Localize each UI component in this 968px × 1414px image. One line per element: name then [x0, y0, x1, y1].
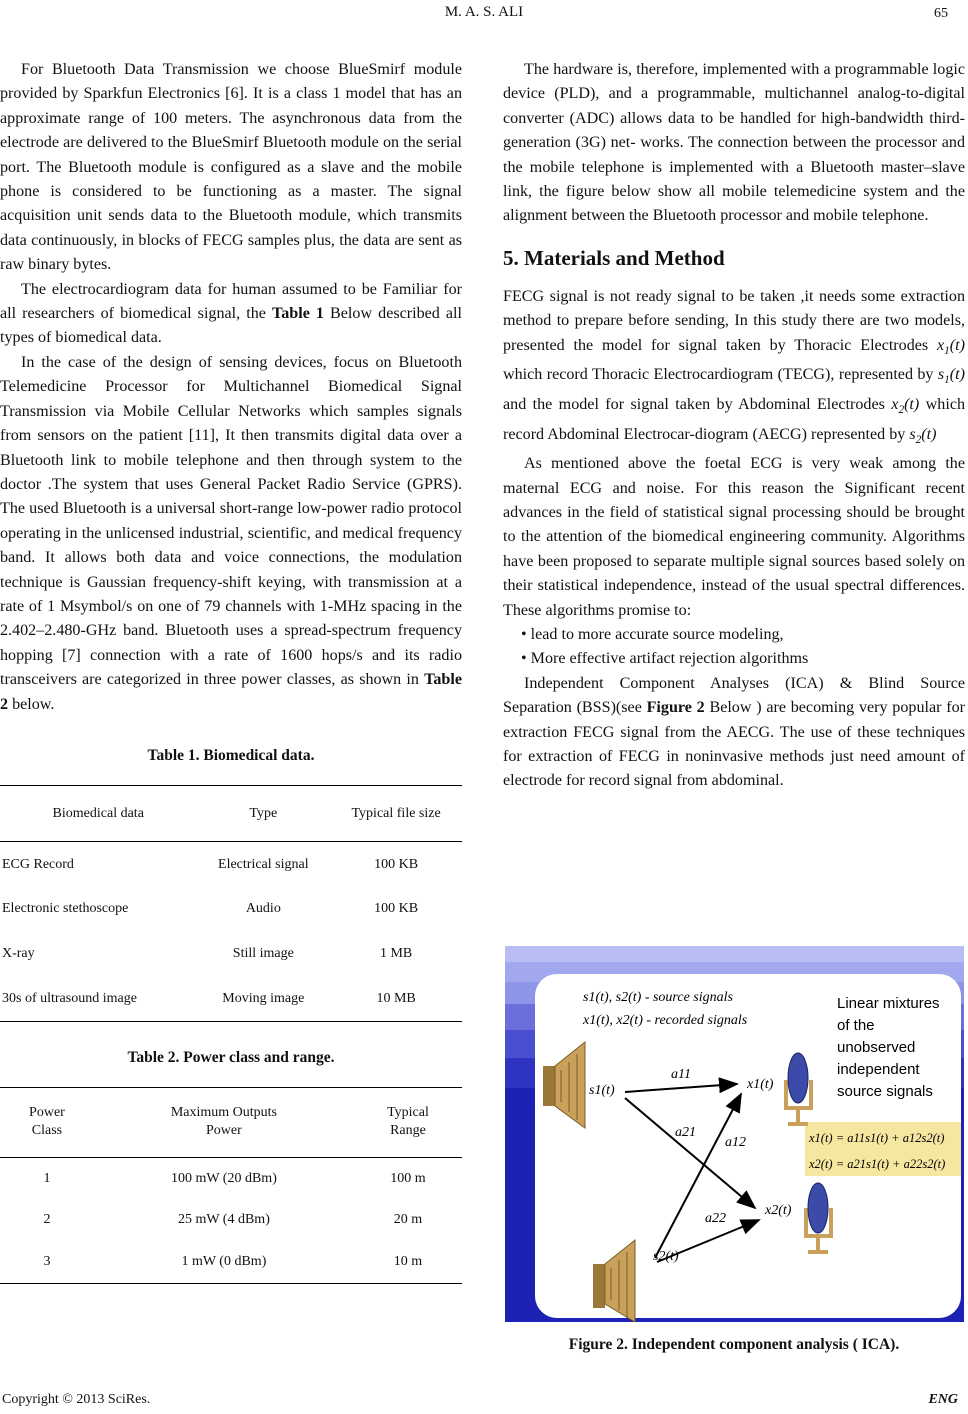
ica-diagram-svg [505, 946, 964, 1322]
column-header: Typical file size [351, 805, 441, 821]
table-cell: ECG Record [2, 856, 74, 872]
paragraph-foetal-ecg: As mentioned above the foetal ECG is very weak among the maternal ECG and noise. For this reason the Significant recent advances in the field of statistical signal processing should be brought to the attention of the biomedical engineering community. Algorithms have been proposed to separate multiple signal sources based solely on their statistical independence, instead of the usual spectral differences. These algorithms promise to: [503, 455, 965, 619]
table-cell: 1 MB [379, 946, 413, 962]
label-x2: x2(t) [765, 1203, 792, 1218]
table-cell: Still image [232, 946, 294, 962]
copyright-notice: Copyright © 2013 SciRes. [2, 1392, 151, 1407]
section-heading: 5. Materials and Method [503, 245, 725, 270]
table-biomedical-data [0, 785, 462, 1022]
header-line: Range [390, 1123, 426, 1139]
figure-ica-diagram [505, 946, 964, 1322]
title-line: unobserved [837, 1039, 916, 1056]
table-cell: 10 MB [376, 991, 416, 1007]
paragraph-text: below. [8, 695, 55, 713]
table-2-reference[interactable]: Table 2 [0, 671, 462, 713]
paragraph-hardware: The hardware is, therefore, implemented with a programmable logic device (PLD), and a programmable, multichannel analog-to-digital converter (ADC) allows data to be handled for high-bandwidth third-generation (3G) net- works. The connection between the processor and the mobile telephone is implemented with a Bluetooth master–slave link, the figure below show all mobile telemedicine system and the alignment between the Bluetooth processor and mobile telephone. [503, 61, 965, 225]
page-number: 65 [934, 6, 948, 21]
column-header [354, 1087, 462, 1157]
table-header-row [0, 786, 462, 842]
equation-x2: x2(t) = a21s1(t) + a22s2(t) [809, 1157, 946, 1171]
paragraph-text: Independent Component Analyses (ICA) & Blind Source Separation (BSS)(see [503, 674, 965, 717]
label-a21: a21 [675, 1125, 696, 1140]
page-header [0, 4, 968, 24]
table-cell: Electrical signal [218, 856, 309, 872]
running-head-author: M. A. S. ALI [444, 4, 524, 20]
bullet-item: • More effective artifact rejection algorithms [521, 650, 809, 668]
label-s1: s1(t) [589, 1083, 615, 1098]
title-line: independent [837, 1061, 920, 1078]
math-s1: $s_1(t)$ [937, 366, 965, 387]
table-row [0, 1241, 462, 1283]
table-2-caption: Table 2. Power class and range. [127, 1049, 335, 1067]
math-x1: $x_1(t)$ [937, 336, 965, 357]
table-cell: 1 [43, 1170, 51, 1186]
paragraph-sensing-devices [0, 351, 462, 717]
title-line: source signals [837, 1083, 933, 1100]
paragraph-ica-bss [503, 672, 965, 794]
table-cell: X-ray [2, 946, 35, 962]
table-cell: 30s of ultrasound image [2, 991, 137, 1007]
table-row [0, 932, 462, 977]
table-1-caption: Table 1. Biomedical data. [147, 746, 315, 764]
table-power-class [0, 1087, 462, 1284]
paragraph-text: FECG signal is not ready signal to be taken ,it needs some extraction method to prepare before sending, In this study there are two models, presented the model for signal taken by Thoracic Electrodes [503, 287, 965, 354]
table-cell: 1 mW (0 dBm) [181, 1254, 267, 1270]
bullet-item: • lead to more accurate source modeling, [521, 626, 784, 643]
column-header: Biomedical data [52, 805, 144, 821]
math-x2: $x_2(t)$ [891, 395, 920, 417]
diagram-band [505, 946, 964, 962]
table-cell: 100 mW (20 dBm) [170, 1170, 277, 1186]
title-line: of the [837, 1017, 875, 1034]
table-cell: Audio [245, 901, 281, 917]
table-cell: 25 mW (4 dBm) [177, 1212, 270, 1228]
paragraph-text: which record Abdominal Electrocar-diogram (AECG) represented by [503, 395, 966, 443]
left-column [0, 58, 462, 1284]
label-a22: a22 [705, 1211, 726, 1226]
table-header-row [0, 1087, 462, 1157]
label-x1: x1(t) [747, 1077, 774, 1092]
table-cell: Moving image [222, 991, 305, 1007]
header-line: Class [31, 1123, 63, 1139]
journal-abbrev: ENG [928, 1392, 958, 1407]
equation-x1: x1(t) = a11s1(t) + a12s2(t) [809, 1131, 945, 1145]
column-header: Type [249, 805, 278, 821]
table-cell: 3 [43, 1254, 51, 1270]
paragraph-text: which record Thoracic Electrocardiogram (TECG), represented by [503, 366, 938, 384]
paragraph-text: and the model for signal taken by Abdominal Electrodes [503, 395, 892, 413]
table-row [0, 1199, 462, 1241]
column-header [0, 1087, 94, 1157]
title-line: Linear mixtures [837, 995, 940, 1012]
table-cell: 100 KB [374, 856, 419, 872]
table-cell: 100 KB [374, 901, 419, 917]
header-line: Maximum Outputs [170, 1105, 277, 1121]
paragraph-fecg-models [503, 285, 965, 452]
paragraph-text: Below ) are becoming very popular for extraction FECG signal from the AECG. The use of these techniques for extraction of FECG in noninvasive methods just need amount of electrode for record signal from abdominal. [503, 699, 965, 790]
table-cell: Electronic stethoscope [2, 901, 129, 917]
label-s2: s2(t) [653, 1249, 679, 1264]
paragraph-bluetooth-transmission: For Bluetooth Data Transmission we choose BlueSmirf module provided by Sparkfun Electronics [6]. It is a class 1 model that has an approximate range of 100 meters. The asynchronous data from the electrode are delivered to the BlueSmirf Bluetooth module on the serial port. The Bluetooth module is configured as a slave and the mobile phone is considered to be functioning as a master. The signal acquisition unit sends data to the Bluetooth module, which transmits data continuously, in blocks of FECG samples plus, the data are sent as raw binary bytes. [0, 61, 462, 274]
label-a12: a12 [725, 1135, 746, 1150]
table-row [0, 887, 462, 932]
paragraph-text: The electrocardiogram data for human assumed to be Familiar for all researchers of biomedical signal, the [0, 280, 462, 323]
math-s2: $s_2(t)$ [909, 425, 937, 446]
header-line: Power [206, 1123, 242, 1139]
table-1-reference[interactable]: Table 1 [271, 305, 324, 323]
right-column [503, 58, 965, 794]
figure-2-caption: Figure 2. Independent component analysis ( ICA). [568, 1336, 900, 1353]
table-row [0, 1157, 462, 1199]
table-cell: 100 m [390, 1170, 426, 1186]
header-line: Power [29, 1105, 65, 1121]
table-row [0, 977, 462, 1022]
figure-2-reference[interactable]: Figure 2 [646, 699, 705, 717]
legend-source-signals: s1(t), s2(t) - source signals [583, 990, 733, 1005]
table-cell: 20 m [393, 1212, 423, 1228]
paragraph-text: Below described all types of biomedical data. [0, 305, 462, 347]
column-header [94, 1087, 354, 1157]
label-a11: a11 [671, 1067, 691, 1082]
paragraph-ecg-data [0, 278, 462, 351]
legend-recorded-signals: x1(t), x2(t) - recorded signals [583, 1013, 748, 1028]
table-row [0, 842, 462, 887]
table-cell: 2 [43, 1212, 51, 1228]
header-line: Typical [387, 1105, 429, 1121]
paragraph-text: In the case of the design of sensing devices, focus on Bluetooth Telemedicine Processor for Multichannel Biomedical Signal Transmission via Mobile Cellular Networks which samples signals from sensors on the patient [11], It then transmits digital data over a Bluetooth link to mobile telephone and then through system to the doctor .The system that uses General Packet Radio Service (GPRS). The used Bluetooth is a universal short-range low-power radio protocol operating in the unlicensed industrial, scientific, and medical frequency band. It allows both data and voice connections, the modulation technique is Gaussian frequency-shift keying, with transmission at a rate of 1 Msymbol/s on one of 79 channels with 1-MHz spacing in the 2.402–2.480-GHz band. Bluetooth uses a spread-spectrum frequency hopping [7] connection with a rate of 1600 hops/s and its radio transceivers are categorized in three power classes, as shown in [0, 353, 462, 689]
table-cell: 10 m [393, 1254, 423, 1270]
